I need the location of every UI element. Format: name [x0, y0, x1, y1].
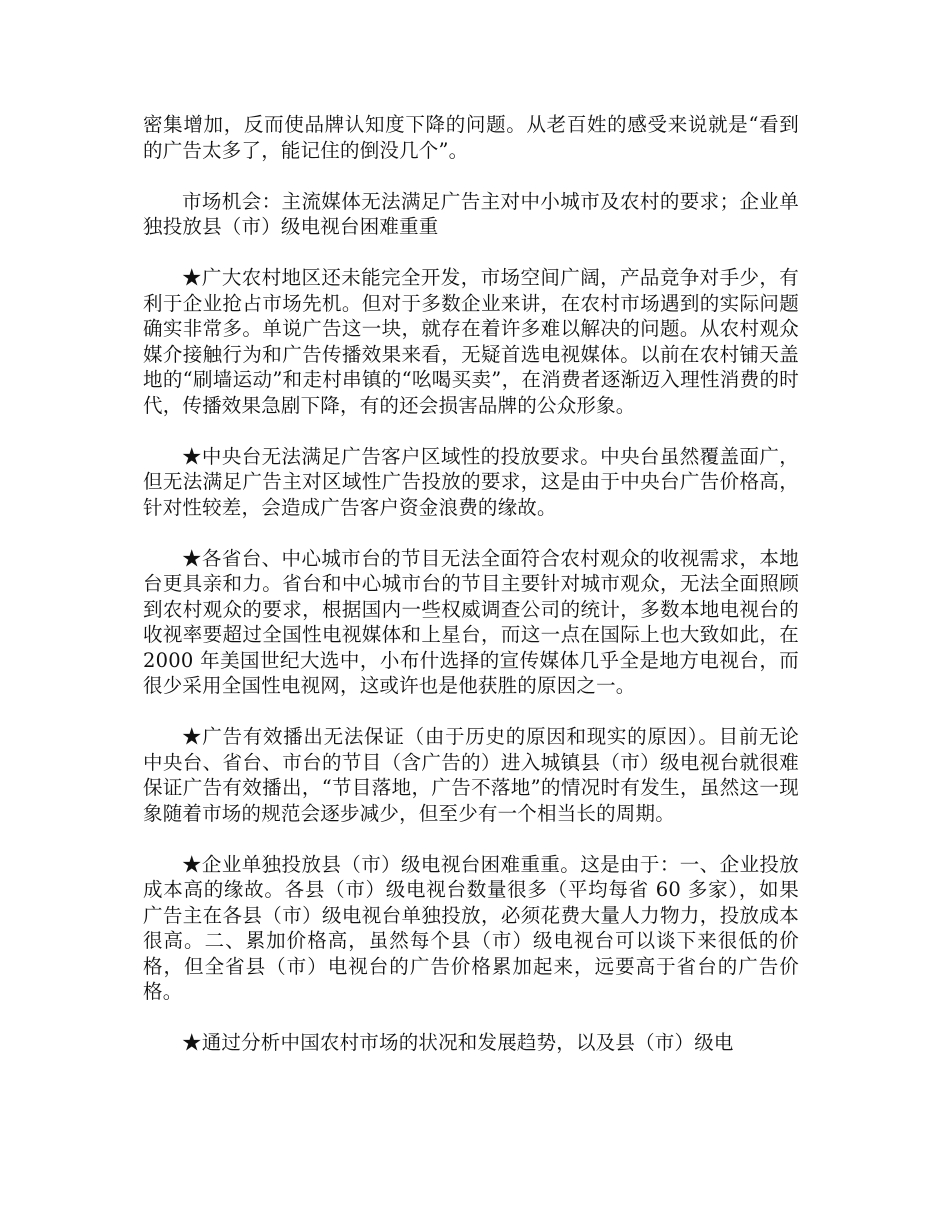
paragraph-cctv: ★中央台无法满足广告客户区域性的投放要求。中央台虽然覆盖面广，但无法满足广告主对区域性广告投放的要求，这是由于中央台广告价格高，针对性较差，会造成广告客户资金浪费的缘故。 [143, 444, 799, 519]
paragraph-broadcast-guarantee: ★广告有效播出无法保证（由于历史的原因和现实的原因）。目前无论中央台、省台、市台的节目（含广告的）进入城镇县（市）级电视台就很难保证广告有效播出，“节目落地，广告不落地”的情况时有发生，虽然这一现象随着市场的规范会逐步减少，但至少有一个相当长的周期。 [143, 725, 799, 825]
paragraph-county-stations: ★企业单独投放县（市）级电视台困难重重。这是由于：一、企业投放成本高的缘故。各县（市）级电视台数量很多（平均每省 60 多家），如果广告主在各县（市）级电视台单独投放，必须花费大量人力物力，投放成本很高。二、累加价格高，虽然每个县（市）级电视台可以谈下来很低的价格，但全省县（市）电视台的广告价格累加起来，远要高于省台的广告价格。 [143, 852, 799, 1003]
paragraph-provincial-stations: ★各省台、中心城市台的节目无法全面符合农村观众的收视需求，本地台更具亲和力。省台和中心城市台的节目主要针对城市观众，无法全面照顾到农村观众的要求，根据国内一些权威调查公司的统计，多数本地电视台的收视率要超过全国性电视媒体和上星台，而这一点在国际上也大致如此，在 2000 年美国世纪大选中，小布什选择的宣传媒体几乎全是地方电视台，而很少采用全国性电视网，这或许也是他获胜的原因之一。 [143, 546, 799, 697]
paragraph-market-opportunity: 市场机会：主流媒体无法满足广告主对中小城市及农村的要求；企业单独投放县（市）级电视台困难重重 [143, 189, 799, 238]
paragraph-analysis: ★通过分析中国农村市场的状况和发展趋势，以及县（市）级电 [182, 1031, 734, 1054]
paragraph-continuation: 密集增加，反而使品牌认知度下降的问题。从老百姓的感受来说就是“看到的广告太多了，能记住的倒没几个”。 [143, 113, 799, 162]
document-page [143, 112, 799, 1081]
paragraph-rural-market: ★广大农村地区还未能完全开发，市场空间广阔，产品竞争对手少，有利于企业抢占市场先机。但对于多数企业来讲，在农村市场遇到的实际问题确实非常多。单说广告这一块，就存在着许多难以解决的问题。从农村观众媒介接触行为和广告传播效果来看，无疑首选电视媒体。以前在农村铺天盖地的“刷墙运动”和走村串镇的“吆喝买卖”，在消费者逐渐迈入理性消费的时代，传播效果急剧下降，有的还会损害品牌的公众形象。 [143, 266, 799, 417]
